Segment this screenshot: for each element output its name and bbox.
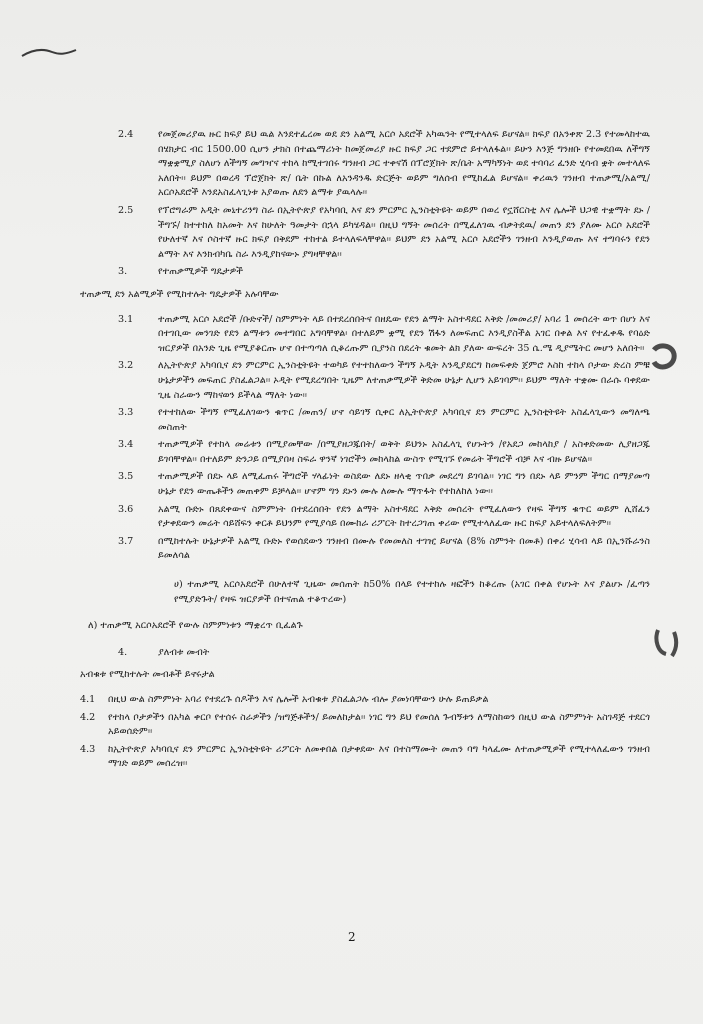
obligation-3-6 bbox=[118, 503, 650, 532]
clause-2-5 bbox=[118, 204, 650, 262]
clause-number: 3.2 bbox=[118, 360, 134, 372]
section-4-title bbox=[118, 646, 650, 661]
obligation-3-1 bbox=[118, 313, 650, 357]
obligation-3-3 bbox=[118, 406, 650, 435]
clause-text: የመጀመሪያዉ ዙር ክፍያ ይህ ዉል እንደተፈረመ ወደ ደን አልሚ አርሶ አደሮች አካዉንት የሚተላለፍ ይሆናል፡፡ ክፍያ በአንቀጽ 2.3 የተመላከተዉ በሄክታር ብር 1500.00 ሲሆን ታክስ በተጨማሪነት ከመጀመሪያ ዙር ክፍያ ጋር ተደምሮ ይተላለፋል፡፡ ይሁን እንጅ ግንዘቡ የተመደበዉ ለችግኝ ማቋቋሚያ ስለሆነ ለችግኝ መግዣና ተከላ ከሚተገበሩ ግንዘብ ጋር ተቀናሽ በፕሮጀክት ጽ/ቤት አማካኝነት ወደ ተባባሪ ፈንድ ሂሳብ ቋት መተላለፍ አለበት፡፡ ይህም በወረዳ ፕሮጀክት ጽ/ ቤት በኩል ለአንዳንዱ ድርጅት ወይም ግለሰብ የሚከፈል ይሆናል፡፡ ቀሪዉን ገንዘብ ተጠቃሚ/አልሚ/ አርሶአደሮች እንደአስፈላጊነቱ አያወጡ ለደን ልማቱ ያዉላሉ፡፡ bbox=[158, 129, 650, 199]
clause-number: 3.7 bbox=[118, 535, 134, 547]
clause-number: 3.5 bbox=[118, 471, 134, 483]
obligation-3-7 bbox=[118, 535, 650, 564]
section-title: ያለብቱ መብት bbox=[158, 646, 210, 658]
clause-number: 3.3 bbox=[118, 407, 134, 419]
clause-text: ከኢትዮጵያ አካባቢና ደን ምርምር ኢንስቲትዩት ሪፖርት ለመቀበል በታቀደው እና በተስማሙት መጠን ባግ ካላፈሙ ለተጠቃሚዎች የሚተላለፈውን ገንዘብ ማገድ ወይም መሰረዝ፡፡ bbox=[108, 743, 650, 770]
clause-text: ተጠቃሚዎች የተከላ መሬቱን በሚያመቸው /በሚያዘጋጁበት/ ወቅት ይህንኑ አስፈላጊ የሆኑትን /የአደጋ መከላከያ / አስቀድመው ሊያዘጋጁ ይገባቸዋል፡፡ በተለይም ድንጋይ በሚያበዛ ስፍራ ዋንኛ ነገሮችን መከላከል ውስጥ የሚገኙ የመሬት ችግሮች ብቻ እና ብዙ ይሆናል፡፡ bbox=[158, 439, 650, 465]
clause-number: 3.6 bbox=[118, 503, 134, 515]
subclause-l: ለ) ተጠቃሚ አርሶአደሮች የውሉ ስምምነቱን ማቋረጥ ቢፈልጉ bbox=[88, 620, 303, 632]
rights-heading: አብቁቱ የሚከተሉት መብቶች ይኖሩታል bbox=[80, 669, 215, 681]
section-number: 4. bbox=[118, 646, 128, 658]
section-number: 3. bbox=[118, 266, 128, 278]
page-number: 2 bbox=[348, 930, 356, 944]
clause-text: ተጠቃሚዎች በደኑ ላይ ለሚፈጠሩ ችግሮች ሃላፊነት ወስደው ለደኑ ዘላቂ ጥበቃ መደረግ ይገባል፡፡ ነገር ግን በደኑ ላይ ምንም ችግር በማያመጣ ሁኔታ የደን ውጤቶችን መጠቀም ይቻላል፡፡ ሆኖም ግን ደኑን ሙሉ ለሙሉ ማጥፋት የተከለከለ ነው፡፡ bbox=[158, 471, 650, 498]
obligation-3-2 bbox=[118, 359, 650, 403]
binder-hole-icon bbox=[650, 340, 680, 374]
clause-text: የተተከለው ችግኝ የሚፈለገውን ቁጥር /መጠን/ ሆኖ ሳይገኝ ሲቀር ለኢትዮጵያ አካባቢና ደን ምርምር ኢንስቲትዩት አስፈላጊውን መግለጫ መስጠት bbox=[158, 407, 650, 433]
section-3-title bbox=[118, 265, 650, 280]
clause-number: 3.1 bbox=[118, 313, 134, 325]
clause-number: 2.5 bbox=[118, 204, 134, 216]
clause-text: ተጠቃሚ አርሶ አደሮች /ቡድኖች/ ስምምነት ላይ በተደረሰበትና በዘዴው የደን ልማት አስተዳደር እቅድ /መመሪያ/ አባሪ 1 መሰረት ወጥ በሆነ እና በተገቢው መንገድ የደን ልማቱን መተግበር አግባቸዋል፡ በተለይም ቋሚ የደን ሽፋን ለመፍጠር እንዲያስችል አገር በቀል እና የተፈቀዱ የባዕድ ዝርያዎች በአንድ ጊዜ የሚያቆርጡ ሆኖ በተጣጣለ ሲቆረጡም ቢያንስ በደረት ቁመት ልክ ያለው ውፍረት 35 ሴ.ሜ ዲያሜትር መሆን አለበት፡፡ bbox=[158, 313, 650, 354]
obligation-3-5 bbox=[118, 470, 650, 499]
clause-text: የፕሮግራም አዲት መኒተሪንግ ስራ በኢትዮጵያ የአካባቢ እና ደን ምርምር ኢንስቲትዩት ወይም በወረ የኗሸርስቲ እና ሌሎች ህጋዊ ተቋማት ደኑ /ችግኙ/ ከተተከለ ከአመት እና ከሁለት ዓመታት በኋላ ይካሄዳል፡፡ በዚህ ግኝት መሰረት በሚፈለገዉ ብቃትደዉ/ መጠን ደን ያለሙ አርሶ አደሮች የሁለተኛ እና ሶስተኛ ዙር ክፍያ በቅደም ተከተል ይተላለፍላቸዋል፡፡ ይህም ደን አልሚ አርሶ አደሮችን ገንዘብ እንዲያወጡ እና ተግባሩን የደን ልማት እና እንክብካቤ ስራ እንዲያከናውኑ ያግዛቸዋል፡፡ bbox=[158, 204, 650, 260]
right-4-3 bbox=[80, 743, 650, 772]
clause-number: 4.3 bbox=[80, 743, 96, 755]
clause-text: በዚህ ውል ስምምነት አባሪ የተደረጉ ሰዶችን እና ሌሎች አብቁቱ ያስፈልጋሉ ብሎ ያመነባቸውን ሁሉ ይጠይቃል bbox=[108, 694, 489, 705]
clause-text: የተከላ ቦታዎችን በአካል ቀርቦ የተሰሩ ስራዎችን /ዝግጅቶችን/ ይመለከታል፡፡ ነገር ግን ይህ የመሰለ ጉብኝቱን ለማስከወን በዚህ ውል ስምምነት አስገዳጅ ተደርጎ አይወሰድም፡፡ bbox=[108, 711, 650, 738]
right-4-2 bbox=[80, 711, 650, 740]
obligation-3-4 bbox=[118, 438, 650, 467]
clause-2-4 bbox=[118, 128, 650, 201]
document-body bbox=[80, 128, 650, 775]
clause-text: በሚከተሉት ሁኔታዎች አልሚ ቡድኑ የወሰደውን ገንዘብ በሙሉ የመመለስ ተገዢ ይሆናል (8% ስምንት በመቶ) በቀሪ ሂሳብ ላይ በኢንሹራንስ ይመለሳል bbox=[158, 535, 650, 562]
section-title: የተጠቃሚዎች ግዴታዎች bbox=[158, 266, 244, 278]
clause-text: አልሚ ቡድኑ በጸደቀውና ስምምነት በተደረሰበት የደን ልማት አስተዳደር እቅድ መሰረት የሚፈለውን የዛፍ ችግኝ ቁጥር ወይም ሊሸፈን የታቀደውን መሬት ሳይሸፍን ቀርቶ ይህንም የሚያሳይ በሙከራ ሪፖርት ከተረጋገጠ ቀሪው የሚተላለፈው ዙር ክፍያ አይተላለፍለትም፡፡ bbox=[158, 503, 650, 530]
clause-number: 2.4 bbox=[118, 129, 134, 140]
obligations-heading: ተጠቃሚ ደን አልሚዎች የሚከተሉት ግዴታዎች አሉባቸው bbox=[80, 288, 279, 300]
clause-text: ለኢትዮጵያ አካባቢና ደን ምርምር ኢንስቲትዩት ተወካይ የተተከለውን ችግኝ ኦዲት እንዲያደርግ ከመፍቀድ ጀምሮ እስከ ተከላ ቦታው ድረስ ምቹ ሁኔታዎችን መፍጠር ያስፈልጋል፡፡ ኦዲት የሚደረግበት ጊዜም ለተጠቃሚዎች ቅድመ ሁኔታ ሊሆን አይገባም፡፡ ይህም ማለት ተቋሙ በራሱ ባቀደው ጊዜ ስራውን ማከናወን ይችላል ማለት ነው፡፡ bbox=[158, 360, 650, 401]
binder-hole-icon bbox=[652, 626, 682, 660]
pen-scribble-icon bbox=[20, 42, 80, 66]
clause-number: 4.1 bbox=[80, 694, 96, 705]
clause-number: 3.4 bbox=[118, 439, 134, 451]
subclause-u: ሀ) ተጠቃሚ አርሶአደሮች በሁለተኛ ጊዜው መሰጠት ከ50% በላይ የተተከሉ ዛፎችን ከቆረጡ (አገር በቀል የሆኑት እና ያልሆኑ /ፈጣን የሚያድጉት/ የዛፍ ዝርያዎች በተናጠል ተቆጥረው) bbox=[174, 579, 650, 605]
clause-number: 4.2 bbox=[80, 711, 96, 723]
right-4-1 bbox=[80, 693, 650, 708]
